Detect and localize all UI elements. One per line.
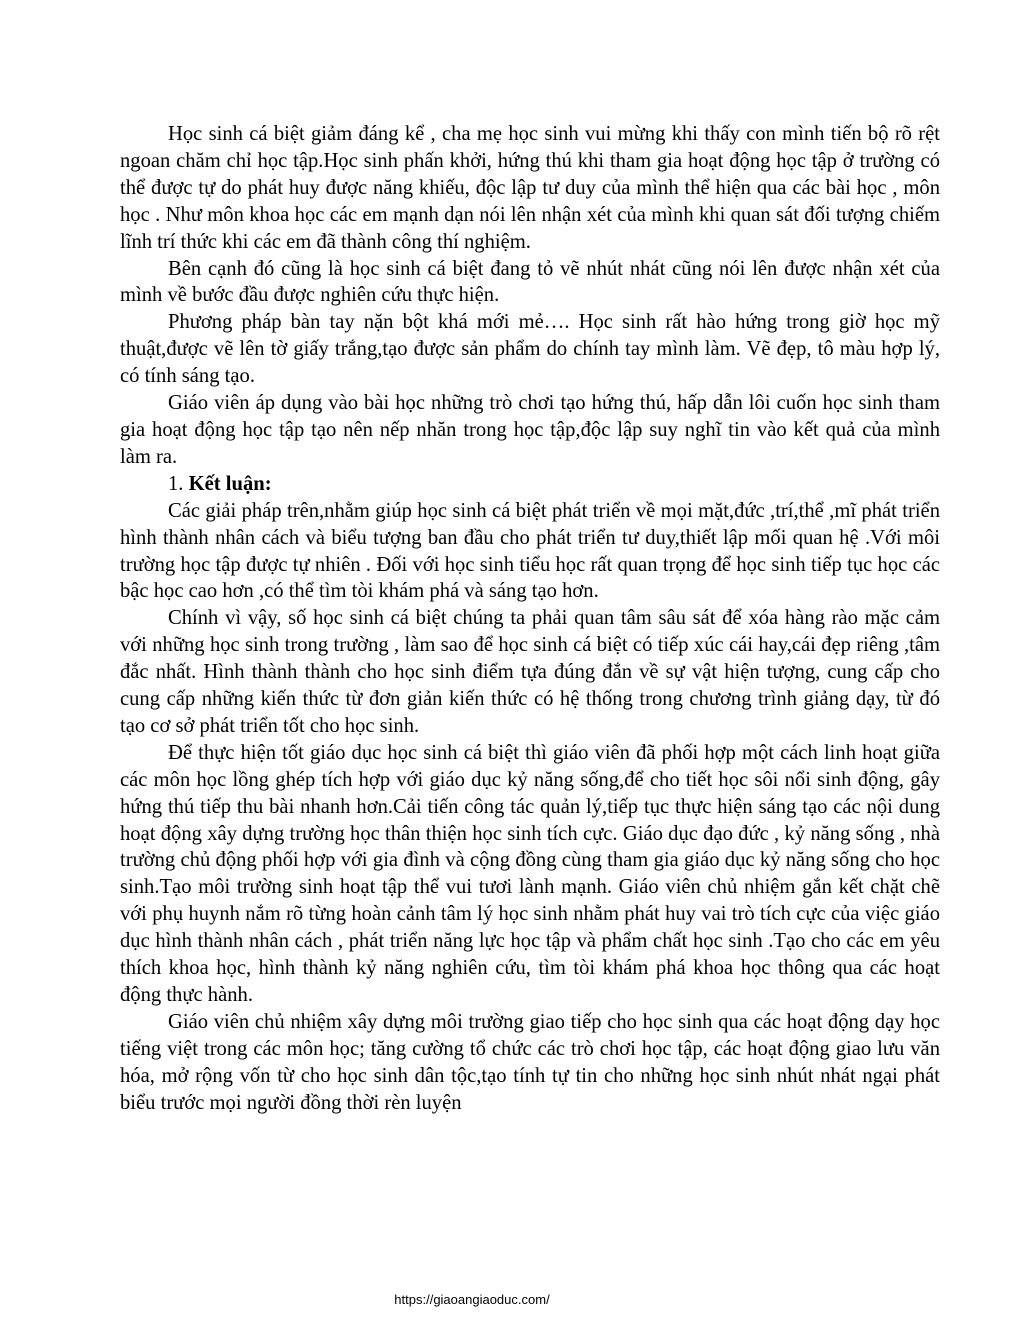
document-body <box>120 121 940 1117</box>
section-number: 1. <box>168 472 184 495</box>
paragraph: Phương pháp bàn tay nặn bột khá mới mẻ…. Học sinh rất hào hứng trong giờ học mỹ thuật,được vẽ lên tờ giấy trắng,tạo được sản phẩm do chính tay mình làm. Vẽ đẹp, tô màu hợp lý, có tính sáng tạo. <box>120 311 940 388</box>
paragraph: Bên cạnh đó cũng là học sinh cá biệt đang tỏ vẽ nhút nhát cũng nói lên được nhận xét của mình về bước đầu được nghiên cứu thực hiện. <box>120 257 940 307</box>
paragraph: Giáo viên chủ nhiệm xây dựng môi trường giao tiếp cho học sinh qua các hoạt động dạy học tiếng việt trong các môn học; tăng cường tổ chức các trò chơi học tập, các hoạt động giao lưu văn hóa, mở rộng vốn từ cho học sinh dân tộc,tạo tính tự tin cho những học sinh nhút nhát ngại phát biểu trước mọi người đồng thời rèn luyện <box>120 1010 940 1114</box>
paragraph: Chính vì vậy, số học sinh cá biệt chúng ta phải quan tâm sâu sát để xóa hàng rào mặc cảm với những học sinh trong trường , làm sao để học sinh cá biệt có tiếp xúc cái hay,cái đẹp riêng ,tâm đắc nhất. Hình thành thành cho học sinh điểm tựa đúng đắn về sự vật hiện tượng, cung cấp cho cung cấp những kiến thức từ đơn giản kiến thức có hệ thống trong chương trình giảng dạy, từ đó tạo cơ sở phát triển tốt cho học sinh. <box>120 607 940 737</box>
paragraph: Học sinh cá biệt giảm đáng kể , cha mẹ học sinh vui mừng khi thấy con mình tiến bộ rõ rệt ngoan chăm chỉ học tập.Học sinh phấn khởi, hứng thú khi tham gia hoạt động học tập ở trường có thể được tự do phát huy được năng khiếu, độc lập tư duy của mình thể hiện qua các bài học , môn học . Như môn khoa học các em mạnh dạn nói lên nhận xét của mình khi quan sát đối tượng chiếm lĩnh trí thức khi các em đã thành công thí nghiệm. <box>120 123 940 253</box>
footer-url: https://giaoangiaoduc.com/ <box>394 1292 550 1307</box>
paragraph: Các giải pháp trên,nhằm giúp học sinh cá biệt phát triển về mọi mặt,đức ,trí,thể ,mĩ phát triển hình thành nhân cách và biểu tượng ban đầu cho phát triển tư duy,thiết lập mối quan hệ .Với môi trường học tập được tự nhiên . Đối với học sinh tiểu học rất quan trọng để học sinh tiếp tục học các bậc học cao hơn ,có thể tìm tòi khám phá và sáng tạo hơn. <box>120 499 940 603</box>
section-title: Kết luận: <box>188 472 272 495</box>
paragraph: Giáo viên áp dụng vào bài học những trò chơi tạo hứng thú, hấp dẫn lôi cuốn học sinh tham gia hoạt động học tập tạo nên nếp nhăn trong học tập,độc lập suy nghĩ tin vào kết quả của mình làm ra. <box>120 392 940 468</box>
section-heading <box>120 471 940 498</box>
paragraph: Để thực hiện tốt giáo dục học sinh cá biệt thì giáo viên đã phối hợp một cách linh hoạt giữa các môn học lồng ghép tích hợp với giáo dục kỷ năng sống,để cho tiết học sôi nổi sinh động, gây hứng thú tiếp thu bài nhanh hơn.Cải tiến công tác quản lý,tiếp tục thực hiện sáng tạo các nội dung hoạt động xây dựng trường học thân thiện học sinh tích cực. Giáo dục đạo đức , kỷ năng sống , nhà trường chủ động phối hợp với gia đình và cộng đồng cùng tham gia giáo dục kỷ năng sống cho học sinh.Tạo môi trường sinh hoạt tập thể vui tươi lành mạnh. Giáo viên chủ nhiệm gắn kết chặt chẽ với phụ huynh nắm rõ từng hoàn cảnh tâm lý học sinh nhằm phát huy vai trò tích cực của việc giáo dục hình thành nhân cách , phát triển năng lực học tập và phẩm chất học sinh .Tạo cho các em yêu thích khoa học, hình thành kỷ năng nghiên cứu, tìm tòi khám phá khoa học thông qua các hoạt động thực hành. <box>120 741 940 1006</box>
